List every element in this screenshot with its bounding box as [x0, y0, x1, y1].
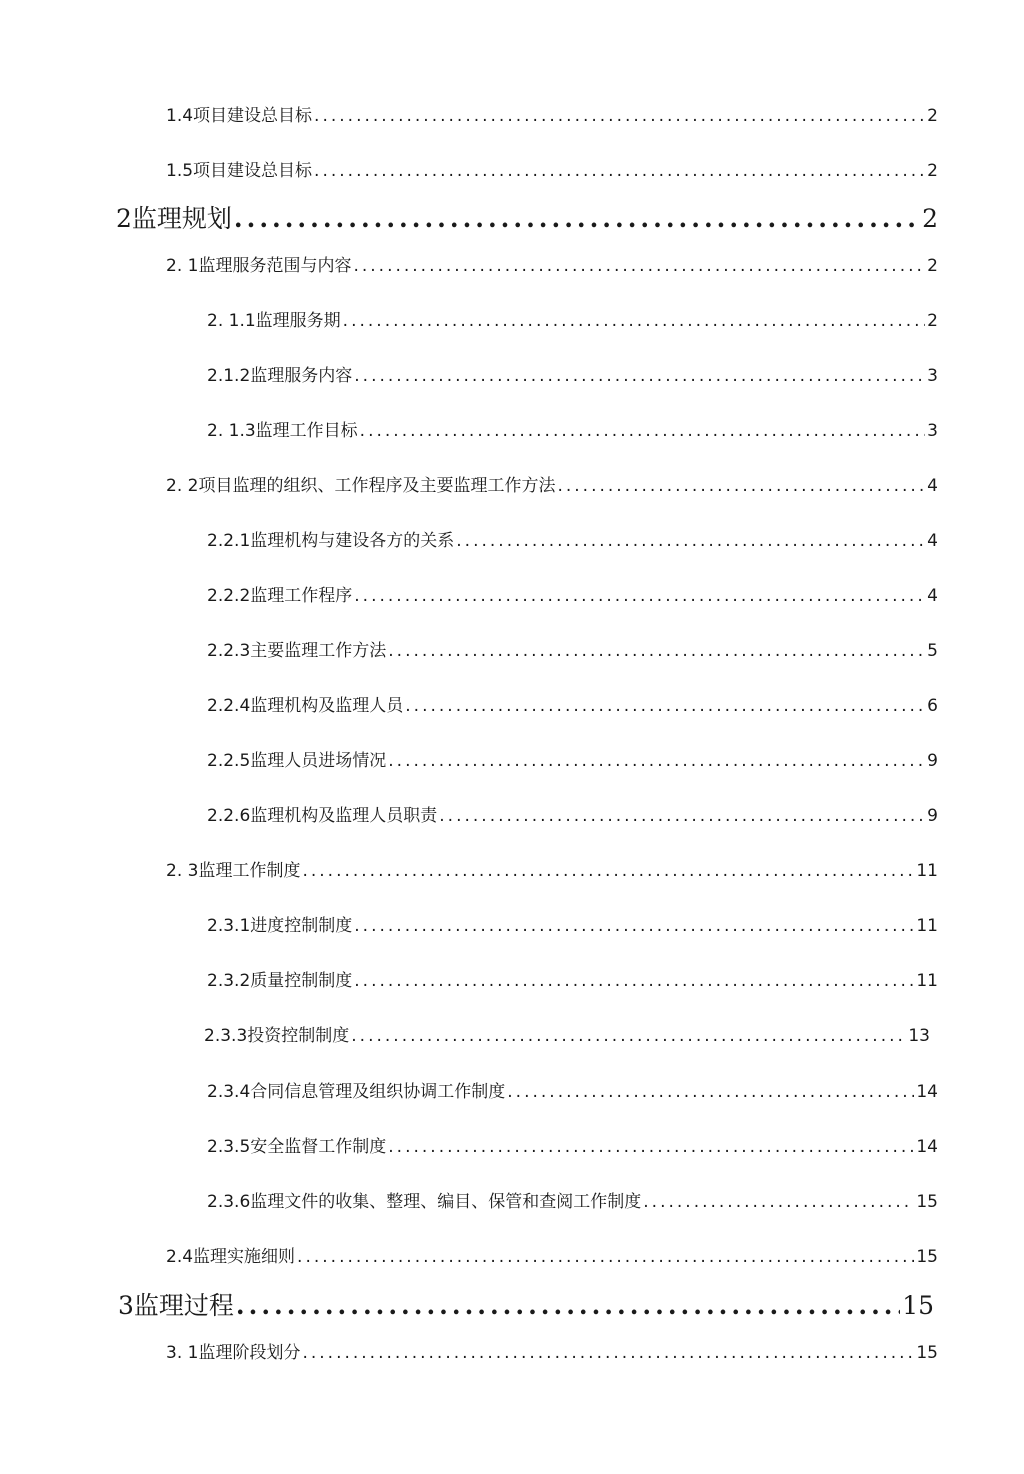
dot-leader — [354, 366, 925, 386]
toc-entry-title: 1.5项目建设总目标 — [166, 161, 313, 181]
toc-page-number: 2 — [927, 161, 938, 181]
toc-page-number: 2 — [922, 204, 938, 233]
toc-page-number: 5 — [927, 641, 938, 661]
toc-entry-title: 2.2.1监理机构与建设各方的关系 — [207, 531, 455, 551]
toc-entry-1-5[interactable] — [166, 156, 938, 180]
toc-entry-title: 2.3.1进度控制制度 — [207, 916, 353, 936]
toc-entry-2-3-5[interactable] — [207, 1132, 938, 1156]
dot-leader — [354, 971, 914, 991]
toc-page-number: 2 — [927, 311, 938, 331]
dot-leader — [314, 106, 925, 126]
toc-entry-title: 1.4项目建设总目标 — [166, 106, 313, 126]
dot-leader — [388, 641, 925, 661]
toc-page-number: 4 — [927, 476, 938, 496]
toc-page-number: 14 — [916, 1082, 938, 1102]
toc-entry-2-3-2[interactable] — [207, 966, 938, 990]
toc-entry-2-2[interactable] — [166, 471, 938, 495]
toc-entry-2-3-1[interactable] — [207, 911, 938, 935]
toc-page-number: 2 — [927, 256, 938, 276]
toc-page-number: 6 — [927, 696, 938, 716]
toc-entry-3-1[interactable] — [166, 1338, 938, 1362]
dot-leader — [354, 586, 925, 606]
toc-page-number: 2 — [927, 106, 938, 126]
dot-leader — [439, 806, 925, 826]
toc-entry-1-4[interactable] — [166, 101, 938, 125]
toc-entry-title: 2. 1.3监理工作目标 — [207, 421, 358, 441]
toc-entry-2-1[interactable] — [166, 251, 938, 275]
dot-leader — [343, 311, 926, 331]
dot-leader — [405, 696, 925, 716]
dot-leader — [354, 916, 914, 936]
toc-entry-title: 2. 3监理工作制度 — [166, 861, 301, 881]
dot-leader — [297, 1247, 914, 1267]
toc-chapter-title: 2监理规划 — [116, 204, 232, 233]
dot-leader — [302, 1343, 914, 1363]
toc-entry-title: 2.2.4监理机构及监理人员 — [207, 696, 404, 716]
dot-leader — [388, 1137, 914, 1157]
toc-entry-title: 2.3.4合同信息管理及组织协调工作制度 — [207, 1082, 506, 1102]
toc-page-number: 15 — [902, 1291, 934, 1320]
toc-entry-title: 2.2.6监理机构及监理人员职责 — [207, 806, 438, 826]
toc-entry-2-3-6[interactable] — [207, 1187, 938, 1211]
dot-leader — [234, 204, 920, 233]
toc-entry-2-1-2[interactable] — [207, 361, 938, 385]
toc-entry-2-2-4[interactable] — [207, 691, 938, 715]
toc-page-number: 13 — [908, 1026, 930, 1046]
toc-page-number: 15 — [916, 1192, 938, 1212]
toc-entry-title: 2. 2项目监理的组织、工作程序及主要监理工作方法 — [166, 476, 556, 496]
toc-entry-title: 3. 1监理阶段划分 — [166, 1343, 301, 1363]
toc-entry-title: 2.3.2质量控制制度 — [207, 971, 353, 991]
toc-page-number: 11 — [916, 971, 938, 991]
toc-entry-2-3[interactable] — [166, 856, 938, 880]
toc-chapter-title: 3监理过程 — [118, 1291, 234, 1320]
toc-entry-title: 2.3.6监理文件的收集、整理、编目、保管和查阅工作制度 — [207, 1192, 642, 1212]
toc-chapter-3[interactable] — [118, 1286, 934, 1322]
toc-page-number: 15 — [916, 1343, 938, 1363]
dot-leader — [643, 1192, 914, 1212]
toc-entry-title: 2.2.2监理工作程序 — [207, 586, 353, 606]
toc-entry-title: 2.1.2监理服务内容 — [207, 366, 353, 386]
toc-entry-2-1-1[interactable] — [207, 306, 938, 330]
toc-entry-2-2-6[interactable] — [207, 801, 938, 825]
toc-page-number: 14 — [916, 1137, 938, 1157]
dot-leader — [360, 421, 926, 441]
toc-entry-2-2-2[interactable] — [207, 581, 938, 605]
dot-leader — [314, 161, 925, 181]
toc-page-number: 11 — [916, 861, 938, 881]
toc-page-number: 4 — [927, 586, 938, 606]
toc-page-number: 4 — [927, 531, 938, 551]
toc-page-number: 3 — [927, 421, 938, 441]
toc-page-number: 9 — [927, 806, 938, 826]
toc-entry-2-2-1[interactable] — [207, 526, 938, 550]
toc-entry-2-4[interactable] — [166, 1242, 938, 1266]
toc-entry-2-1-3[interactable] — [207, 416, 938, 440]
toc-page-number: 11 — [916, 916, 938, 936]
toc-page-number: 15 — [916, 1247, 938, 1267]
toc-entry-2-3-4[interactable] — [207, 1077, 938, 1101]
toc-entry-title: 2.3.5安全监督工作制度 — [207, 1137, 387, 1157]
dot-leader — [236, 1291, 900, 1320]
dot-leader — [507, 1082, 914, 1102]
toc-page-number: 3 — [927, 366, 938, 386]
dot-leader — [388, 751, 925, 771]
toc-entry-title: 2.4监理实施细则 — [166, 1247, 296, 1267]
dot-leader — [353, 256, 925, 276]
toc-entry-title: 2. 1监理服务范围与内容 — [166, 256, 352, 276]
dot-leader — [302, 861, 914, 881]
toc-entry-2-2-3[interactable] — [207, 636, 938, 660]
toc-chapter-2[interactable] — [116, 199, 938, 235]
toc-entry-title: 2.3.3投资控制制度 — [204, 1026, 350, 1046]
dot-leader — [557, 476, 925, 496]
toc-page-number: 9 — [927, 751, 938, 771]
toc-entry-title: 2. 1.1监理服务期 — [207, 311, 341, 331]
toc-entry-title: 2.2.3主要监理工作方法 — [207, 641, 387, 661]
dot-leader — [456, 531, 925, 551]
toc-entry-2-2-5[interactable] — [207, 746, 938, 770]
toc-entry-title: 2.2.5监理人员进场情况 — [207, 751, 387, 771]
dot-leader — [351, 1026, 906, 1046]
toc-entry-2-3-3[interactable] — [204, 1021, 930, 1045]
